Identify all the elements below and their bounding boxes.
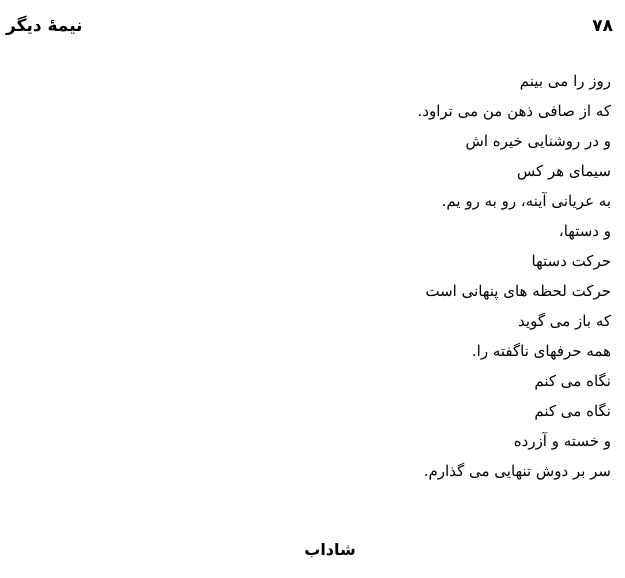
poem-body [251,66,611,486]
poem-line: نگاه می کنم [534,402,611,420]
poem-line: حرکت لحظه های پنهانی است [425,282,611,300]
poem-line: به عریانی آینه، رو به رو یم. [441,192,611,210]
poet-signature: شاداب [304,540,356,559]
poem-line: و دستها، [558,222,611,240]
poem-line: روز را می بینم [519,72,611,90]
poem-line: همه حرفهای ناگفته را. [471,342,611,360]
book-title: نیمهٔ دیگر [6,16,83,36]
poem-line: نگاه می کنم [534,372,611,390]
poem-line: که از صافی ذهن من می تراود. [417,102,611,120]
poem-line: و در روشنایی خیره اش [465,132,611,150]
poem-line: که باز می گوید [518,312,611,330]
page-header [6,16,613,44]
poem-line: سیمای هر کس [516,162,611,180]
poem-line: و خسته و آزرده [513,432,611,450]
poem-line: حرکت دستها [531,252,611,270]
poem-line: سر بر دوش تنهایی می گذارم. [423,462,611,480]
page-number: ۷۸ [592,16,613,36]
